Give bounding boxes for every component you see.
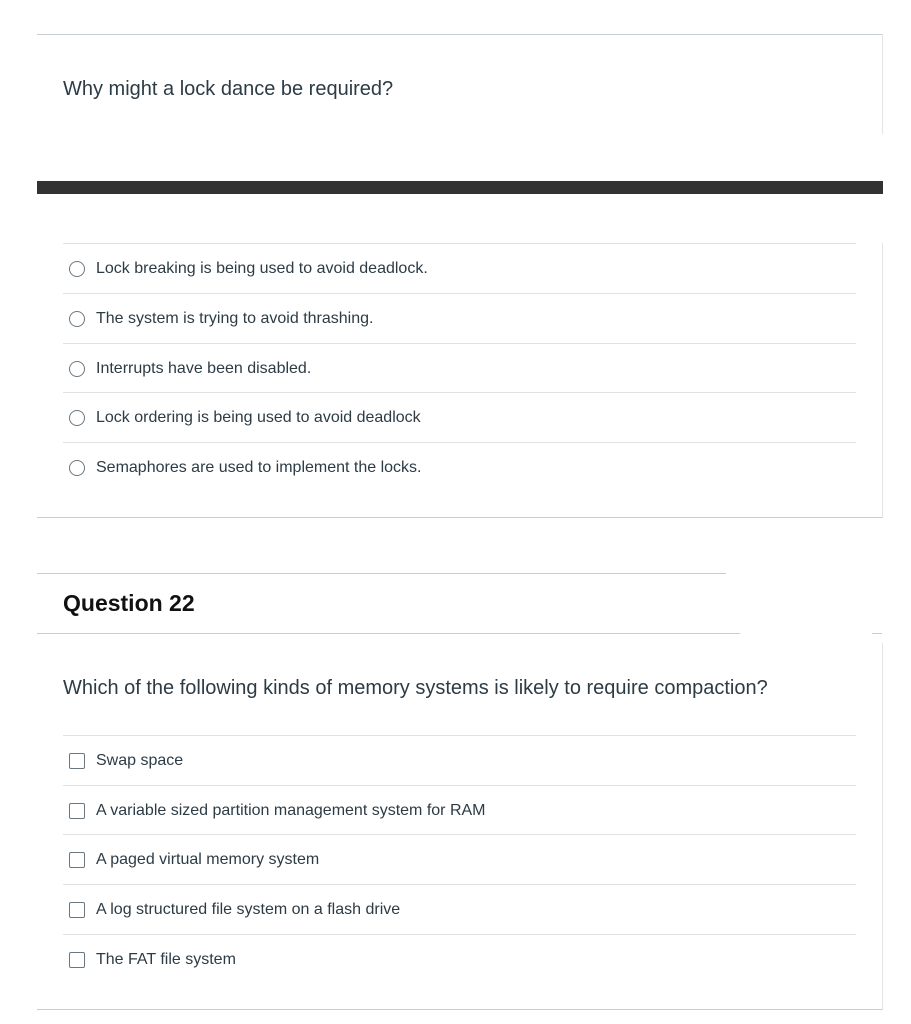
question-22-text: Which of the following kinds of memory systems is likely to require compaction? bbox=[63, 677, 768, 699]
answer-label: Lock ordering is being used to avoid deadlock bbox=[96, 409, 421, 426]
question-22-answer-3[interactable] bbox=[63, 834, 856, 885]
question-21-text: Why might a lock dance be required? bbox=[63, 78, 394, 100]
answer-label: Swap space bbox=[96, 752, 184, 769]
answer-label: The FAT file system bbox=[96, 951, 236, 968]
radio-button[interactable] bbox=[69, 410, 85, 426]
answer-label: A log structured file system on a flash drive bbox=[96, 901, 401, 918]
question-22-header-bottom-border-right bbox=[872, 633, 882, 634]
radio-button[interactable] bbox=[69, 361, 85, 377]
question-22-title: Question 22 bbox=[63, 590, 195, 616]
answer-label: The system is trying to avoid thrashing. bbox=[96, 310, 374, 327]
answer-label: Semaphores are used to implement the locks. bbox=[96, 459, 422, 476]
radio-button[interactable] bbox=[69, 261, 85, 277]
checkbox[interactable] bbox=[69, 753, 85, 769]
radio-button[interactable] bbox=[69, 460, 85, 476]
question-21-answer-3[interactable] bbox=[63, 343, 856, 394]
answer-label: A variable sized partition management system for RAM bbox=[96, 802, 486, 819]
answer-label: Interrupts have been disabled. bbox=[96, 360, 312, 377]
answer-label: A paged virtual memory system bbox=[96, 851, 320, 868]
question-22-answer-5[interactable] bbox=[63, 934, 856, 985]
checkbox[interactable] bbox=[69, 803, 85, 819]
question-21-answer-4[interactable] bbox=[63, 392, 856, 443]
question-21-answer-5[interactable] bbox=[63, 442, 856, 493]
question-21-answer-2[interactable] bbox=[63, 293, 856, 344]
question-22-answer-2[interactable] bbox=[63, 785, 856, 836]
question-21-top-border bbox=[37, 34, 883, 35]
checkbox[interactable] bbox=[69, 902, 85, 918]
question-22-header-bottom-border bbox=[37, 633, 740, 634]
radio-button[interactable] bbox=[69, 311, 85, 327]
overlay-bar bbox=[37, 181, 883, 194]
question-22-header-top-border bbox=[37, 573, 726, 574]
question-21-answer-1[interactable] bbox=[63, 243, 856, 294]
answer-label: Lock breaking is being used to avoid deadlock. bbox=[96, 260, 428, 277]
question-21-right-border bbox=[882, 34, 883, 134]
checkbox[interactable] bbox=[69, 952, 85, 968]
checkbox[interactable] bbox=[69, 852, 85, 868]
question-22-answer-1[interactable] bbox=[63, 735, 856, 786]
question-22-answer-4[interactable] bbox=[63, 884, 856, 935]
